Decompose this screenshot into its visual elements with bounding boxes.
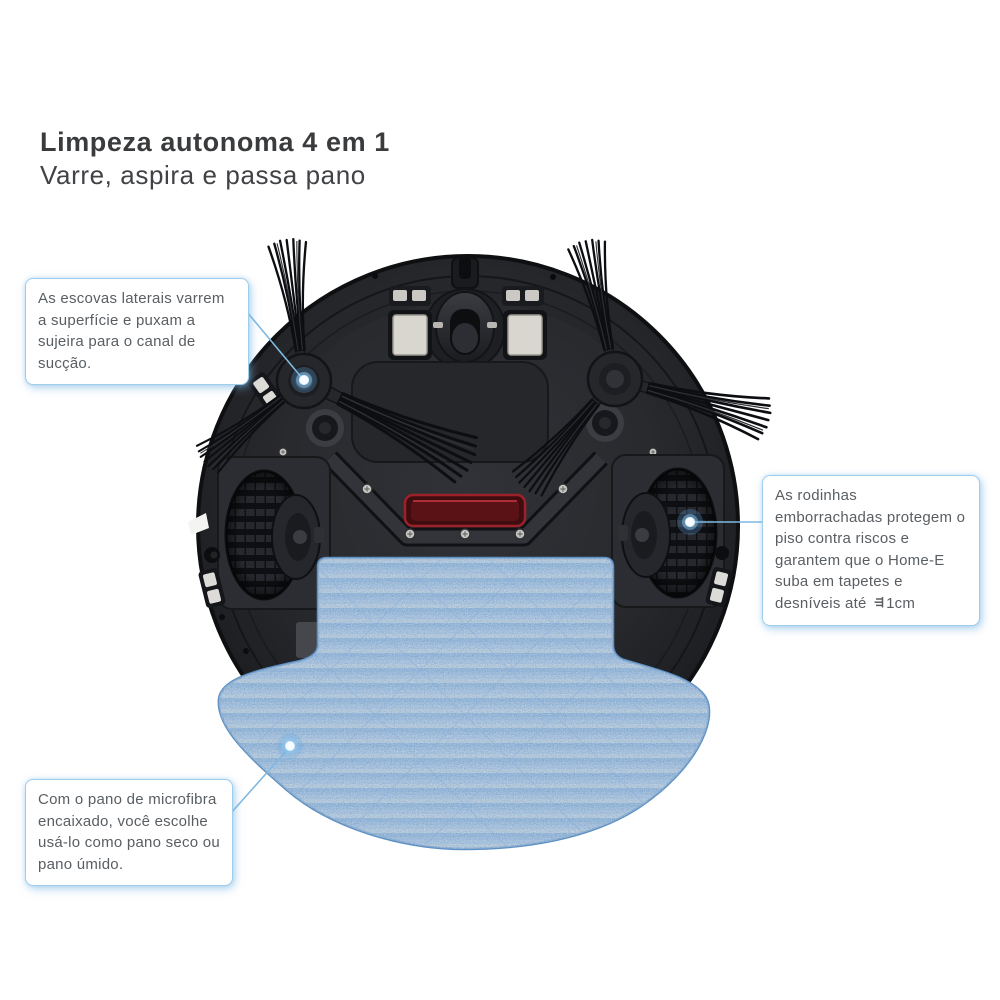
- floor-sensor-left: [306, 409, 344, 447]
- callout-wheels: [762, 475, 980, 626]
- highlight-dot-mop: [277, 733, 303, 759]
- callout-side-brushes: [25, 278, 249, 385]
- right-drive-wheel: [612, 455, 724, 607]
- title-line-1: Limpeza autonoma 4 em 1: [40, 127, 390, 157]
- left-drive-wheel: [218, 457, 330, 609]
- callout-side-brushes-text: As escovas laterais varrem a superfície e puxam a sujeira para o canal de sucção.: [38, 290, 225, 372]
- highlight-dot-side-brush: [291, 367, 317, 393]
- title-line-2: Varre, aspira e passa pano: [40, 160, 366, 190]
- callout-wheels-value: 1cm: [886, 594, 916, 612]
- callout-mop-text: Com o pano de microfibra encaixado, você escolhe usá-lo como pano seco ou pano úmido.: [38, 791, 220, 873]
- callout-wheels-text: As rodinhas emborrachadas protegem o piso contra riscos e garantem que o Home-E suba em tapetes e desníveis até: [775, 487, 966, 612]
- page-title: [40, 126, 390, 192]
- highlight-dot-wheel: [677, 509, 703, 535]
- height-gauge-icon: [872, 594, 884, 616]
- caster-wheel: [425, 289, 505, 369]
- callout-mop: [25, 779, 233, 886]
